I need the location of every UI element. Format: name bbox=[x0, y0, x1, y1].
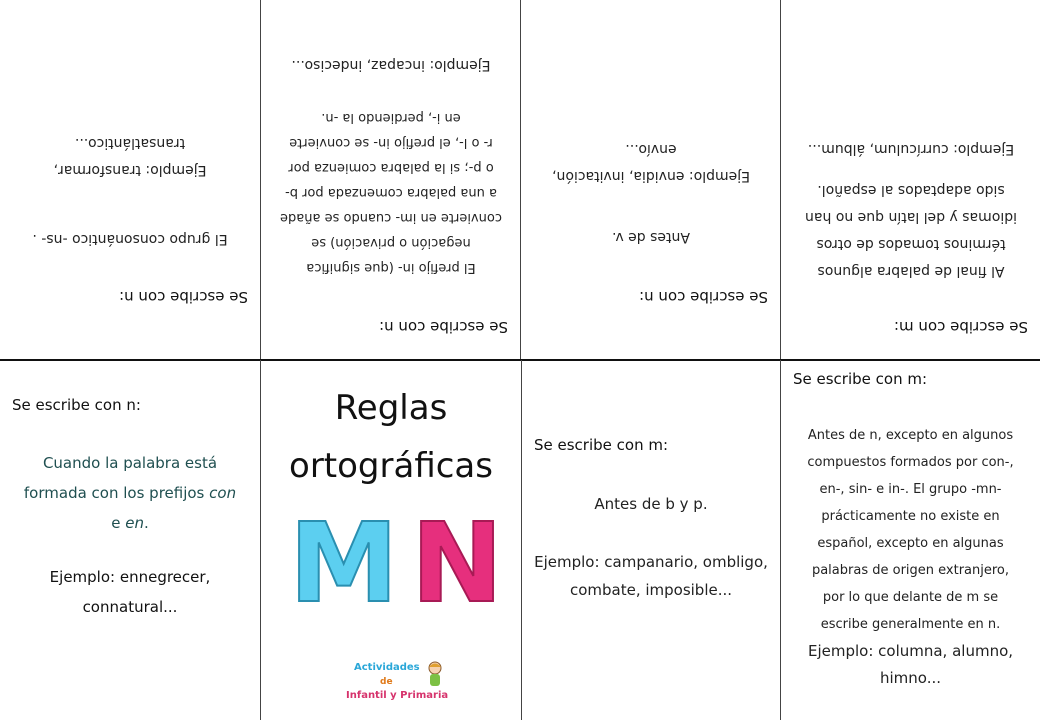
panel-example: Ejemplo: incapaz, indeciso... bbox=[291, 57, 491, 73]
panel-example: envío... bbox=[625, 141, 677, 157]
rule-line: Antes de b y p. bbox=[594, 495, 708, 513]
rule-text: formada con los prefijos bbox=[23, 484, 210, 502]
rule-line: sido adaptados al español. bbox=[817, 182, 1005, 198]
logo-text: de bbox=[380, 677, 393, 687]
rule-line: prácticamente no existe en bbox=[821, 509, 1000, 524]
divider bbox=[260, 0, 261, 360]
rule-text: e bbox=[111, 514, 126, 532]
panel-example: Ejemplo: transformar, bbox=[53, 162, 207, 178]
panel-heading: Se escribe con n: bbox=[379, 318, 508, 336]
panel-n-prefixes-con-en bbox=[0, 360, 260, 720]
panel-example: connatural... bbox=[82, 598, 178, 616]
cover-title-line2: ortográficas bbox=[289, 446, 493, 486]
publisher-logo bbox=[346, 660, 449, 714]
panel-example: himno... bbox=[879, 669, 941, 687]
rule-line: por lo que delante de m se bbox=[822, 590, 999, 605]
rule-line: El grupo consonántico -ns- . bbox=[32, 231, 228, 247]
panel-heading: Se escribe con n: bbox=[639, 288, 768, 306]
panel-example: Ejemplo: envidia, invitación, bbox=[552, 168, 750, 184]
panel-example: Ejemplo: ennegrecer, bbox=[49, 568, 211, 586]
panel-example: Ejemplo: campanario, ombligo, bbox=[534, 553, 768, 571]
rule-line: Antes de v. bbox=[612, 229, 690, 245]
rule-line: español, excepto en algunas bbox=[817, 536, 1004, 551]
rule-line: convierte en im- cuando se añade bbox=[280, 210, 502, 225]
rule-line: escribe generalmente en n. bbox=[820, 617, 1001, 632]
cover-title-line1: Reglas bbox=[334, 388, 448, 428]
divider bbox=[520, 0, 521, 360]
rule-line: El prefijo in- (que significa bbox=[306, 260, 476, 275]
prefix-en: en bbox=[125, 514, 144, 532]
divider bbox=[780, 0, 781, 360]
panel-rule bbox=[522, 135, 780, 250]
panel-heading: Se escribe con m: bbox=[893, 318, 1028, 336]
child-mascot-icon bbox=[424, 660, 446, 690]
panel-m-before-b-p bbox=[522, 360, 780, 720]
rule-line: Al final de palabra algunos bbox=[817, 263, 1005, 279]
letter-n: N bbox=[411, 499, 504, 627]
rule-line: Cuando la palabra está bbox=[42, 454, 218, 472]
panel-rule bbox=[781, 422, 1040, 692]
cover-panel bbox=[261, 360, 521, 720]
top-panel-n-group-ns bbox=[0, 0, 260, 360]
rule-line: compuestos formados por con-, bbox=[807, 455, 1014, 470]
rule-line bbox=[0, 478, 260, 508]
rule-line: Antes de n, excepto en algunos bbox=[807, 428, 1014, 443]
panel-rule bbox=[262, 52, 520, 280]
bottom-half bbox=[0, 360, 1040, 720]
prefix-con: con bbox=[209, 484, 237, 502]
rule-text: . bbox=[143, 514, 149, 532]
panel-heading: Se escribe con n: bbox=[119, 288, 248, 306]
panel-example: Ejemplo: currículum, álbum... bbox=[807, 141, 1015, 157]
rule-line: idiomas y del latín que no han bbox=[805, 209, 1017, 225]
top-panel-n-prefix-in bbox=[262, 0, 520, 360]
top-panel-m-end-of-word bbox=[782, 0, 1040, 360]
panel-heading: Se escribe con n: bbox=[12, 396, 141, 414]
panel-example: Ejemplo: columna, alumno, bbox=[807, 642, 1014, 660]
panel-heading: Se escribe con m: bbox=[534, 436, 669, 454]
panel-rule bbox=[522, 490, 780, 604]
rule-line: negación o privación) se bbox=[311, 235, 471, 250]
panel-rule bbox=[782, 135, 1040, 284]
rule-line: a una palabra comenzada por b- bbox=[285, 185, 497, 200]
rule-line: r- o l-, el prefijo in- se convierte bbox=[289, 135, 493, 150]
panel-rule bbox=[0, 448, 260, 622]
rule-line bbox=[0, 508, 260, 538]
logo-text: Infantil y Primaria bbox=[346, 690, 449, 701]
rule-line: palabras de origen extranjero, bbox=[811, 563, 1010, 578]
panel-example: combate, imposible... bbox=[569, 581, 733, 599]
rule-line: o p-; si la palabra comienza por bbox=[288, 160, 494, 175]
panel-heading: Se escribe con m: bbox=[793, 370, 928, 388]
letter-m: M bbox=[289, 499, 399, 627]
top-panel-n-before-v bbox=[522, 0, 780, 360]
panel-m-before-n bbox=[781, 360, 1040, 720]
panel-example: transatlántico... bbox=[74, 135, 186, 151]
rule-line: en i-, perdiendo la -n. bbox=[321, 110, 461, 125]
rule-line: términos tomados de otros bbox=[816, 236, 1006, 252]
logo-text: Actividades bbox=[354, 662, 420, 673]
panel-rule bbox=[0, 129, 260, 252]
rule-line: en-, sin- e in-. El grupo -mn- bbox=[819, 482, 1002, 497]
